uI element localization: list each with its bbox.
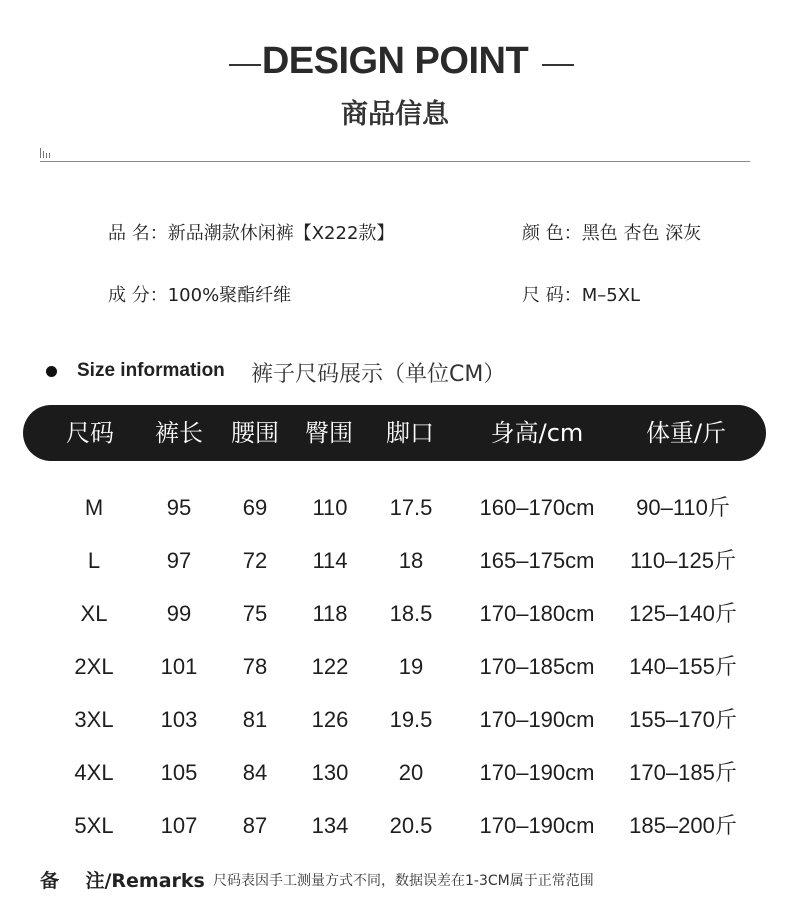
cell-weight: 155–170斤 bbox=[629, 707, 737, 732]
section-divider bbox=[40, 161, 750, 162]
cell-hip: 114 bbox=[312, 548, 348, 573]
cell-size: M bbox=[84, 495, 104, 520]
cell-height: 170–185cm bbox=[479, 654, 595, 679]
bullet-dot-icon bbox=[46, 366, 57, 377]
cell-length: 105 bbox=[160, 760, 198, 785]
cell-hip: 134 bbox=[311, 813, 349, 838]
product-name: 品 名：新品潮款休闲裤【X222款】 bbox=[108, 223, 395, 244]
column-header-height: 身高/cm bbox=[490, 419, 584, 447]
table-row bbox=[0, 693, 790, 746]
table-row bbox=[0, 799, 790, 852]
cell-weight: 110–125斤 bbox=[629, 548, 736, 573]
cell-size: L bbox=[87, 548, 101, 573]
cell-length: 107 bbox=[160, 813, 198, 838]
table-row bbox=[0, 640, 790, 693]
cell-length: 101 bbox=[160, 654, 198, 679]
cell-hem: 17.5 bbox=[389, 495, 433, 520]
cell-waist: 87 bbox=[242, 813, 268, 838]
cell-weight: 185–200斤 bbox=[629, 813, 737, 838]
cell-weight: 125–140斤 bbox=[629, 601, 737, 626]
product-size-range: 尺 码：M–5XL bbox=[522, 285, 641, 306]
size-info-label: Size information bbox=[77, 360, 225, 381]
cell-waist: 78 bbox=[242, 654, 268, 679]
table-row bbox=[0, 746, 790, 799]
cell-height: 165–175cm bbox=[479, 548, 595, 573]
column-header-length: 裤长 bbox=[155, 419, 203, 447]
cell-weight: 90–110斤 bbox=[636, 495, 730, 520]
cell-hem: 18 bbox=[398, 548, 424, 573]
cell-hip: 126 bbox=[311, 707, 349, 732]
column-header-weight: 体重/斤 bbox=[645, 419, 727, 447]
column-header-hip: 臀围 bbox=[305, 419, 353, 447]
table-row bbox=[0, 534, 790, 587]
cell-waist: 75 bbox=[242, 601, 268, 626]
cell-weight: 140–155斤 bbox=[629, 654, 737, 679]
cell-hem: 20 bbox=[398, 760, 424, 785]
cell-hip: 118 bbox=[312, 601, 348, 626]
cell-length: 103 bbox=[160, 707, 198, 732]
cell-height: 170–190cm bbox=[479, 707, 595, 732]
table-row bbox=[0, 587, 790, 640]
remarks-label: 备 注/Remarks bbox=[40, 870, 205, 892]
cell-height: 170–190cm bbox=[479, 760, 595, 785]
cell-weight: 170–185斤 bbox=[629, 760, 737, 785]
cell-hip: 130 bbox=[311, 760, 349, 785]
cell-height: 160–170cm bbox=[479, 495, 595, 520]
cell-size: XL bbox=[80, 601, 108, 626]
product-color: 颜 色：黑色 杏色 深灰 bbox=[522, 223, 702, 244]
cell-height: 170–190cm bbox=[479, 813, 595, 838]
cell-length: 95 bbox=[166, 495, 192, 520]
remarks-text: 尺码表因手工测量方式不同，数据误差在1-3CM属于正常范围 bbox=[213, 873, 594, 889]
column-header-hem: 脚口 bbox=[386, 419, 434, 447]
cell-hem: 20.5 bbox=[389, 813, 433, 838]
cell-length: 99 bbox=[166, 601, 192, 626]
product-material: 成 分：100%聚酯纤维 bbox=[108, 285, 292, 306]
size-table-header bbox=[23, 405, 766, 461]
cell-waist: 81 bbox=[242, 707, 268, 732]
cell-size: 5XL bbox=[74, 813, 114, 838]
title-dash-right bbox=[542, 64, 574, 66]
size-info-label-cn: 裤子尺码展示（单位CM） bbox=[251, 362, 506, 387]
cell-waist: 69 bbox=[242, 495, 268, 520]
cell-hem: 18.5 bbox=[389, 601, 433, 626]
cell-hem: 19.5 bbox=[389, 707, 433, 732]
cell-size: 2XL bbox=[74, 654, 114, 679]
cell-height: 170–180cm bbox=[479, 601, 595, 626]
divider-tick-marks bbox=[40, 148, 54, 158]
table-row bbox=[0, 481, 790, 534]
page-subtitle: 商品信息 bbox=[341, 99, 449, 130]
cell-hem: 19 bbox=[398, 654, 424, 679]
cell-waist: 84 bbox=[242, 760, 268, 785]
cell-hip: 122 bbox=[311, 654, 349, 679]
cell-size: 3XL bbox=[74, 707, 114, 732]
cell-size: 4XL bbox=[74, 760, 114, 785]
cell-length: 97 bbox=[166, 548, 192, 573]
column-header-size: 尺码 bbox=[66, 419, 114, 447]
cell-waist: 72 bbox=[242, 548, 268, 573]
cell-hip: 110 bbox=[312, 495, 348, 520]
page-title: DESIGN POINT bbox=[261, 40, 529, 82]
column-header-waist: 腰围 bbox=[231, 419, 279, 447]
